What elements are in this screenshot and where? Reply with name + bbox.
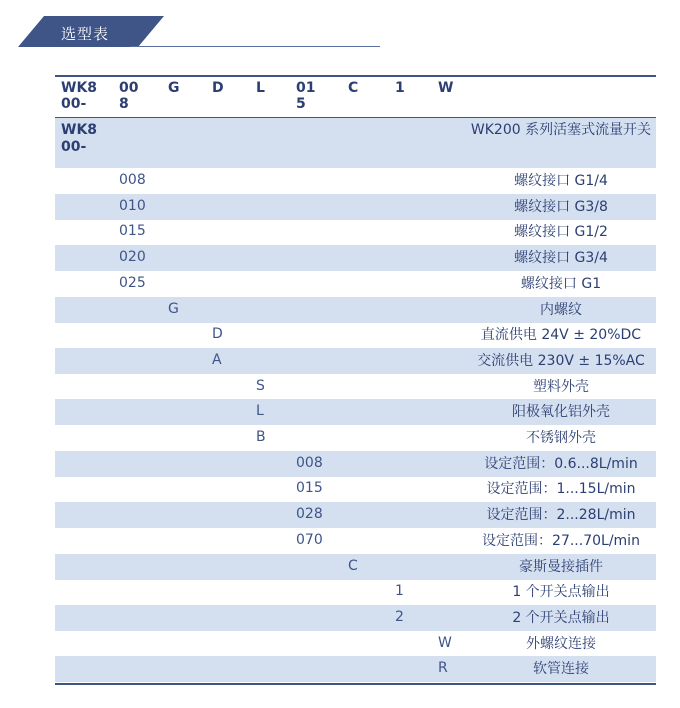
- row-description: 外螺纹连接: [526, 635, 596, 652]
- row-description: 内螺纹: [540, 301, 582, 318]
- row-code: C: [348, 557, 358, 574]
- row-code: 008: [296, 454, 323, 471]
- row-code: 2: [395, 608, 404, 625]
- table-row: [55, 579, 656, 605]
- table-row: [55, 374, 656, 400]
- header-code-5: 01 5: [296, 80, 316, 112]
- row-description: 设定范围：2...28L/min: [486, 507, 636, 524]
- row-description: 设定范围：1...15L/min: [486, 481, 636, 498]
- table-row: [55, 631, 656, 657]
- header-code-2: G: [168, 80, 180, 96]
- table-row: [55, 219, 656, 245]
- row-code: 010: [119, 197, 146, 214]
- header-code-6: C: [348, 80, 359, 96]
- table-row: [55, 656, 656, 682]
- table-row: [55, 425, 656, 451]
- row-description: 1 个开关点输出: [512, 584, 610, 601]
- table-row: [55, 348, 656, 374]
- row-code: 020: [119, 249, 146, 266]
- row-code: 028: [296, 506, 323, 523]
- row-description: 螺纹接口 G1: [520, 275, 602, 292]
- row-description: 不锈钢外壳: [526, 430, 596, 446]
- row-code: 015: [119, 223, 146, 240]
- row-code: D: [212, 326, 223, 343]
- row-code: W: [438, 634, 452, 651]
- row-description: 螺纹接口 G3/8: [514, 198, 608, 215]
- table-row: [55, 399, 656, 425]
- row-description: 螺纹接口 G1/2: [514, 224, 608, 241]
- header-code-8: W: [438, 80, 454, 96]
- row-code: 070: [296, 531, 323, 548]
- row-code: S: [256, 377, 265, 394]
- row-description: 2 个开关点输出: [512, 609, 610, 626]
- header-code-1: 00 8: [119, 80, 139, 112]
- table-row: [55, 271, 656, 297]
- row-code: R: [438, 660, 448, 677]
- row-description: 交流供电 230V ± 15%AC: [477, 352, 645, 369]
- row-description: 设定范围：0.6...8L/min: [484, 455, 638, 472]
- row-code: B: [256, 429, 266, 445]
- header-code-7: 1: [395, 80, 405, 96]
- header-code-3: D: [212, 80, 224, 96]
- row-code: A: [212, 351, 222, 368]
- table-row: [55, 168, 656, 194]
- row-code: 025: [119, 274, 146, 291]
- row-description: 直流供电 24V ± 20%DC: [480, 327, 642, 344]
- row-description: 软管连接: [533, 661, 589, 678]
- row-description: 塑料外壳: [533, 378, 589, 395]
- header-code-4: L: [256, 80, 265, 96]
- row-code: 015: [296, 480, 323, 497]
- section-title: 选型表: [61, 25, 110, 43]
- table-row: [55, 605, 656, 631]
- table-bottom-rule: [55, 683, 656, 685]
- row-code: 008: [119, 172, 146, 188]
- table-row: [55, 451, 656, 477]
- table-row: [55, 502, 656, 528]
- row-code: L: [256, 403, 264, 420]
- section-title-rule: [130, 46, 380, 47]
- table-row: [55, 554, 656, 580]
- row-description: 设定范围：27...70L/min: [482, 532, 640, 549]
- table-row: [55, 194, 656, 220]
- table-row: [55, 297, 656, 323]
- section-tab: [18, 16, 164, 47]
- table-row: [55, 476, 656, 502]
- row-description: 螺纹接口 G3/4: [514, 250, 608, 267]
- table-row: [55, 245, 656, 271]
- table-header: [55, 77, 656, 117]
- row-description: WK200 系列活塞式流量开关: [470, 122, 652, 138]
- header-code-0: WK8 00-: [61, 80, 98, 112]
- row-description: 豪斯曼接插件: [519, 558, 603, 575]
- row-code: 1: [395, 583, 404, 600]
- row-code: WK8 00-: [61, 122, 98, 155]
- row-code: G: [168, 300, 179, 317]
- row-description: 阳极氧化铝外壳: [512, 404, 610, 421]
- table-row: [55, 528, 656, 554]
- table-row: [55, 118, 656, 168]
- row-description: 螺纹接口 G1/4: [514, 173, 608, 189]
- table-row: [55, 322, 656, 348]
